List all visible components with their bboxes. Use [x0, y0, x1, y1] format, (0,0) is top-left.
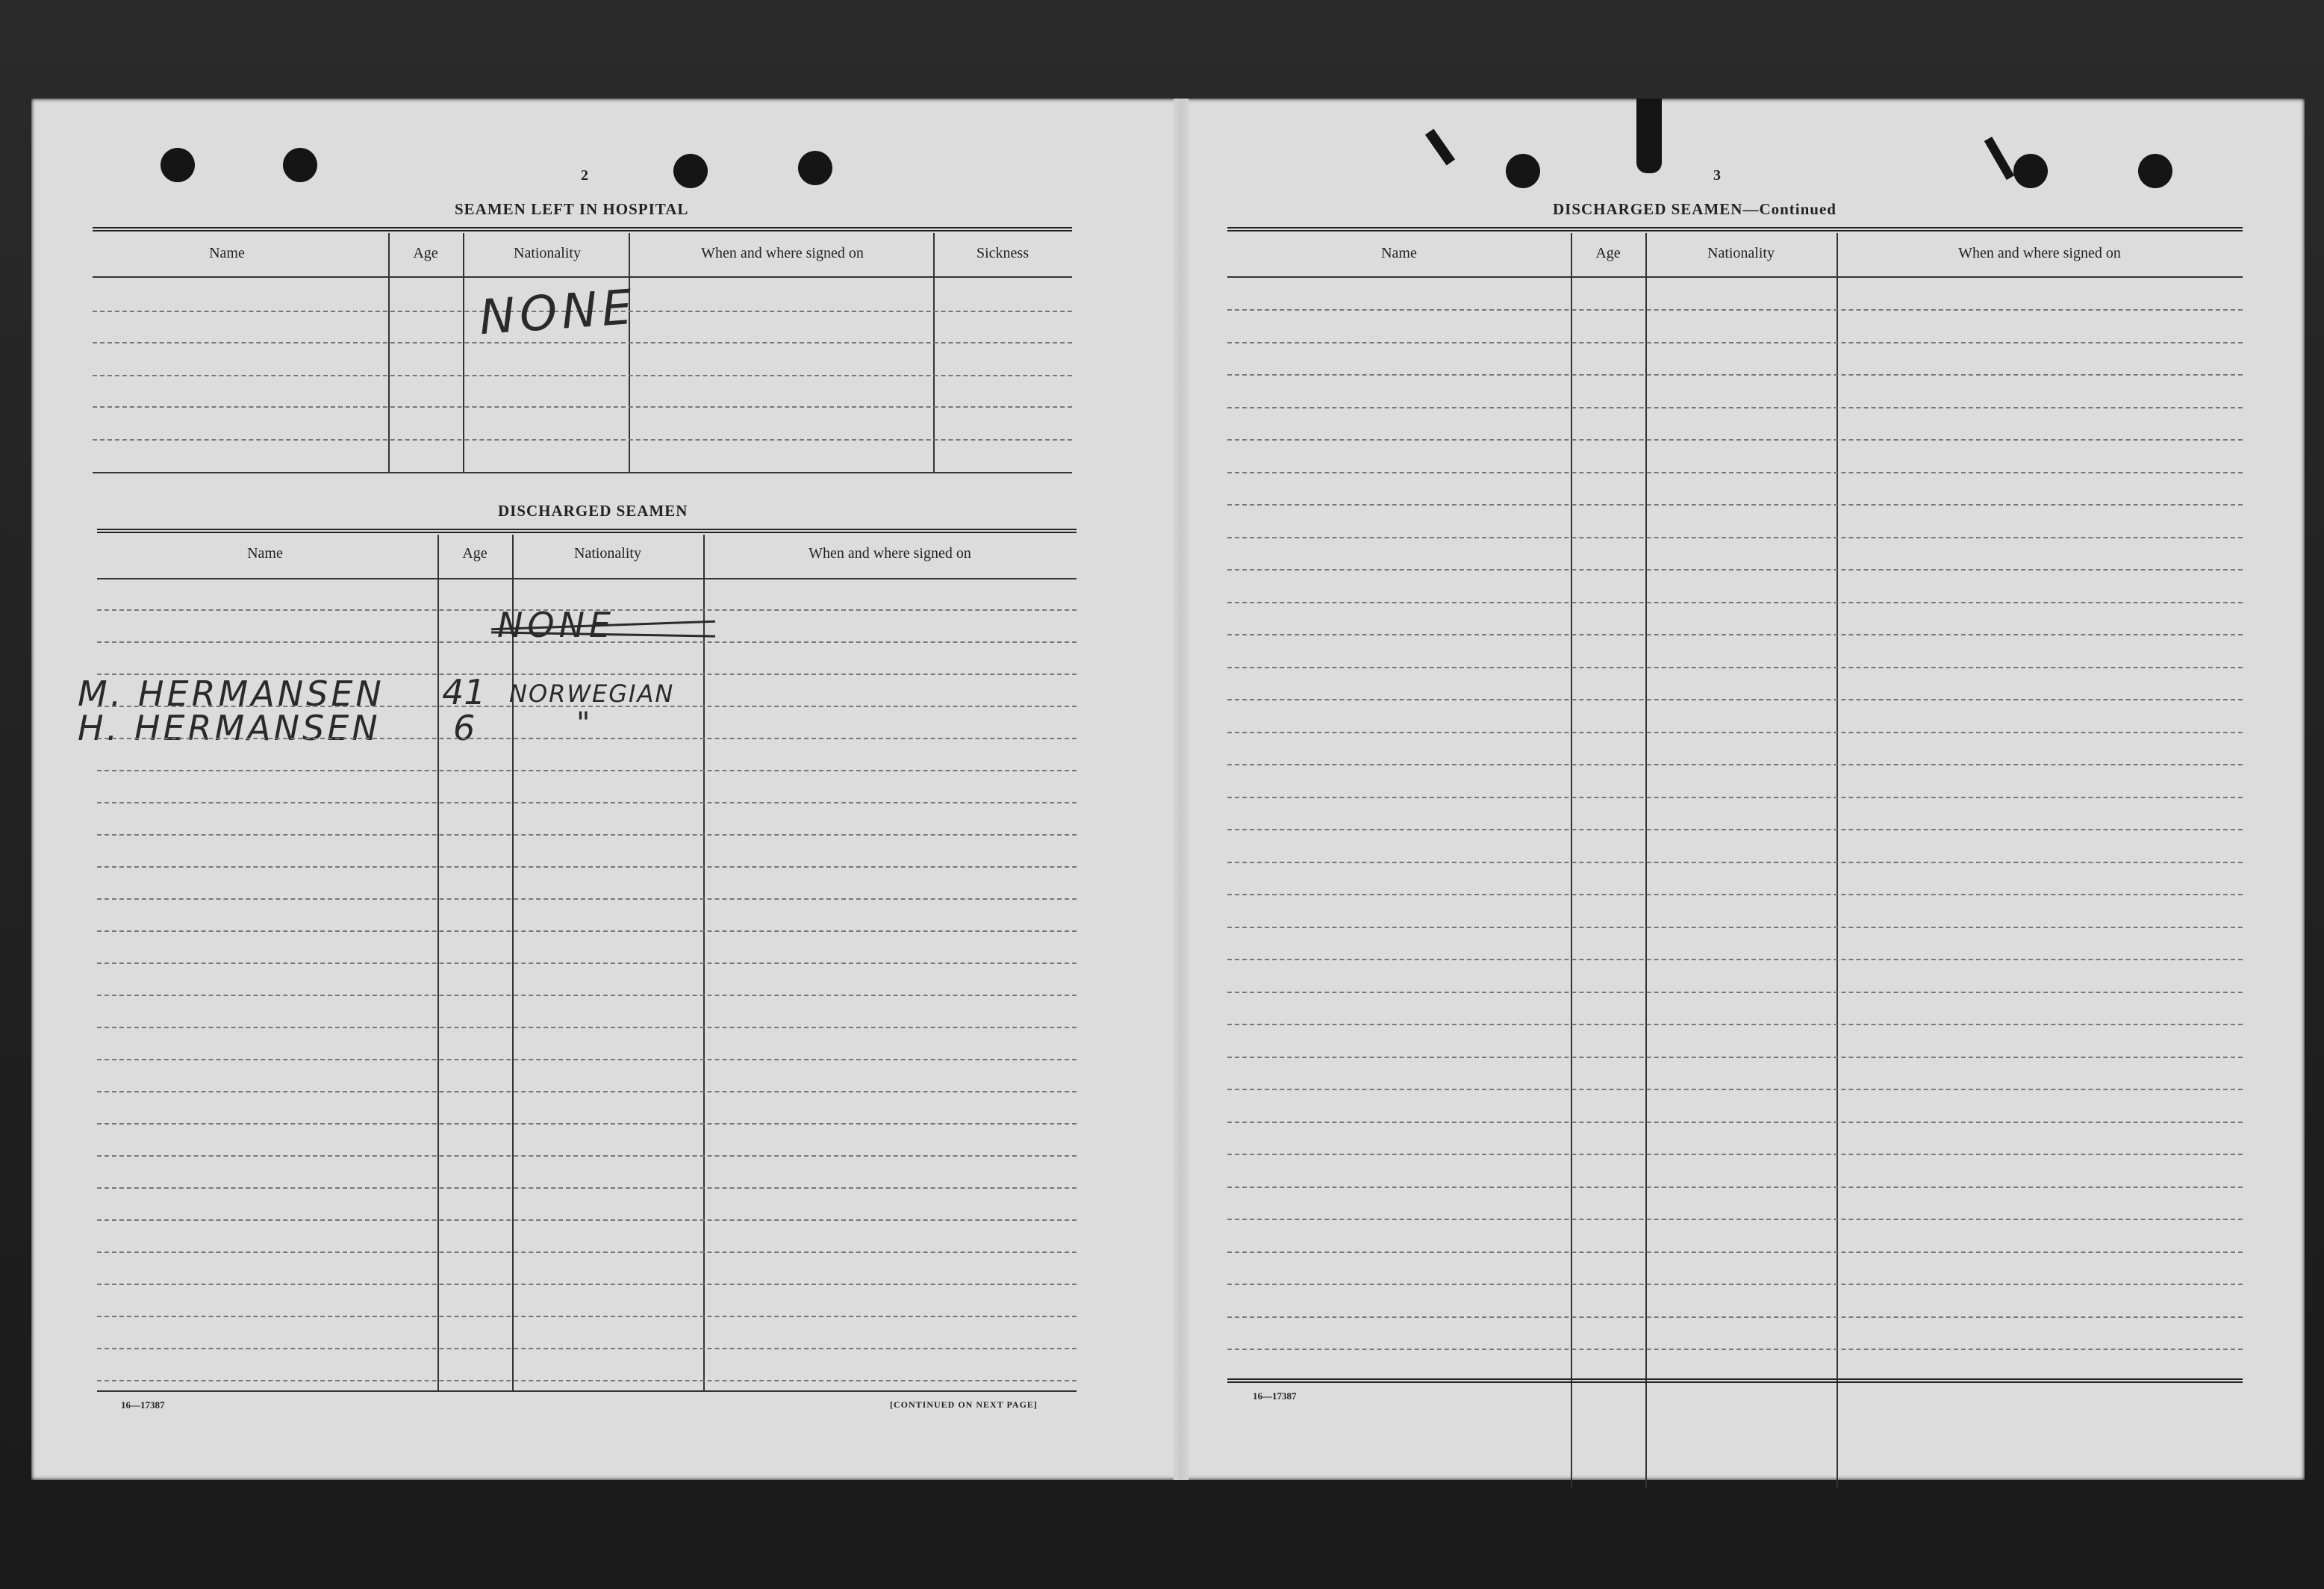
column-divider: [629, 233, 630, 472]
table-row-line: [97, 963, 1077, 964]
table-row-line: [97, 706, 1077, 707]
table-row-line: [1227, 309, 2243, 311]
table-row-line: [1227, 407, 2243, 408]
section-title-hospital: SEAMEN LEFT IN HOSPITAL: [455, 200, 689, 218]
column-divider: [1837, 233, 1838, 1487]
page-number: 3: [1713, 167, 1721, 184]
table-row-line: [97, 1091, 1077, 1092]
table-row-line: [97, 1251, 1077, 1253]
paper-tear: [1984, 137, 2014, 180]
table-row-line: [97, 1284, 1077, 1285]
column-header-rule: [1227, 276, 2243, 278]
table-row-line: [93, 439, 1072, 441]
column-divider: [933, 233, 935, 472]
col-header-nationality: Nationality: [514, 245, 581, 261]
table-row-line: [1227, 1057, 2243, 1058]
punch-hole: [798, 151, 832, 185]
punch-hole: [1506, 154, 1540, 188]
col-header-nationality: Nationality: [1707, 245, 1775, 261]
punch-hole: [2138, 154, 2172, 188]
seaman-name: M. HERMANSEN: [78, 674, 384, 714]
table-row-line: [97, 770, 1077, 771]
table-bottom-rule: [97, 1390, 1077, 1392]
col-header-signed-on: When and where signed on: [809, 545, 971, 562]
seaman-age: 41: [442, 672, 486, 712]
table-bottom-rule: [1227, 1378, 2243, 1383]
table-row-line: [1227, 667, 2243, 668]
punch-hole: [673, 154, 708, 188]
section-title-discharged: DISCHARGED SEAMEN: [498, 502, 688, 520]
col-header-signed-on: When and where signed on: [1958, 245, 2121, 261]
column-divider: [388, 233, 390, 472]
handwritten-none-struck: NONE: [497, 605, 616, 645]
handwritten-none: NONE: [477, 279, 638, 346]
header-rule: [1227, 227, 2243, 231]
table-row-line: [1227, 472, 2243, 473]
page-number: 2: [581, 167, 588, 184]
form-number: 16—17387: [121, 1399, 165, 1411]
table-row-line: [97, 995, 1077, 996]
table-row-line: [1227, 894, 2243, 895]
document-spread: [31, 99, 2305, 1480]
table-row-line: [97, 1219, 1077, 1221]
table-row-line: [1227, 537, 2243, 538]
punch-hole: [2013, 154, 2048, 188]
header-rule: [93, 227, 1072, 231]
col-header-sickness: Sickness: [976, 245, 1029, 261]
col-header-name: Name: [247, 545, 283, 562]
table-row-line: [1227, 1122, 2243, 1123]
table-row-line: [97, 674, 1077, 675]
col-header-name: Name: [209, 245, 245, 261]
table-row-line: [93, 342, 1072, 343]
table-row-line: [97, 1380, 1077, 1381]
table-row-line: [1227, 927, 2243, 928]
table-row-line: [1227, 829, 2243, 830]
table-row-line: [93, 406, 1072, 408]
table-row-line: [1227, 374, 2243, 376]
table-row-line: [1227, 504, 2243, 506]
paper-tear: [1636, 99, 1662, 173]
column-divider: [1645, 233, 1647, 1487]
table-row-line: [97, 834, 1077, 836]
column-divider: [463, 233, 464, 472]
table-row-line: [1227, 1349, 2243, 1350]
table-row-line: [1227, 699, 2243, 700]
table-row-line: [1227, 1251, 2243, 1253]
table-row-line: [97, 641, 1077, 643]
header-rule: [97, 529, 1077, 533]
seaman-age: 6: [453, 708, 476, 748]
table-row-line: [97, 1123, 1077, 1125]
table-row-line: [1227, 569, 2243, 570]
table-row-line: [97, 738, 1077, 739]
table-row-line: [97, 930, 1077, 932]
col-header-age: Age: [462, 545, 487, 562]
table-row-line: [97, 1316, 1077, 1317]
table-row-line: [1227, 1089, 2243, 1090]
table-row-line: [1227, 1284, 2243, 1285]
page-fold: [1174, 99, 1189, 1480]
paper-tear: [1425, 129, 1455, 166]
col-header-nationality: Nationality: [574, 545, 641, 562]
table-row-line: [97, 866, 1077, 868]
table-row-line: [1227, 634, 2243, 635]
col-header-name: Name: [1381, 245, 1417, 261]
seaman-name: H. HERMANSEN: [78, 708, 381, 748]
form-number: 16—17387: [1253, 1390, 1297, 1402]
table-row-line: [1227, 1316, 2243, 1318]
seaman-nationality: NORWEGIAN: [509, 680, 675, 708]
table-row-line: [93, 375, 1072, 376]
table-row-line: [97, 609, 1077, 611]
table-row-line: [1227, 959, 2243, 960]
table-row-line: [97, 1187, 1077, 1189]
punch-hole: [161, 148, 195, 182]
table-row-line: [1227, 1154, 2243, 1155]
table-row-line: [97, 1155, 1077, 1157]
punch-hole: [283, 148, 317, 182]
table-row-line: [97, 898, 1077, 900]
table-row-line: [97, 1059, 1077, 1060]
column-divider: [1571, 233, 1572, 1487]
table-row-line: [1227, 439, 2243, 441]
col-header-age: Age: [1595, 245, 1621, 261]
table-row-line: [1227, 602, 2243, 603]
table-row-line: [1227, 1219, 2243, 1220]
table-row-line: [97, 1027, 1077, 1028]
table-row-line: [1227, 1187, 2243, 1188]
table-row-line: [1227, 1024, 2243, 1025]
table-row-line: [1227, 797, 2243, 798]
table-row-line: [1227, 862, 2243, 863]
table-row-line: [97, 802, 1077, 803]
continued-note: [CONTINUED ON NEXT PAGE]: [890, 1399, 1038, 1410]
column-header-rule: [93, 276, 1072, 278]
section-title-discharged-continued: DISCHARGED SEAMEN—Continued: [1553, 200, 1837, 218]
table-bottom-rule: [93, 472, 1072, 473]
seaman-nationality: ": [576, 706, 591, 741]
col-header-signed-on: When and where signed on: [701, 245, 864, 261]
table-row-line: [1227, 992, 2243, 993]
table-row-line: [1227, 732, 2243, 733]
table-row-line: [1227, 342, 2243, 343]
table-row-line: [1227, 764, 2243, 765]
table-row-line: [97, 1348, 1077, 1349]
column-header-rule: [97, 578, 1077, 579]
col-header-age: Age: [413, 245, 438, 261]
